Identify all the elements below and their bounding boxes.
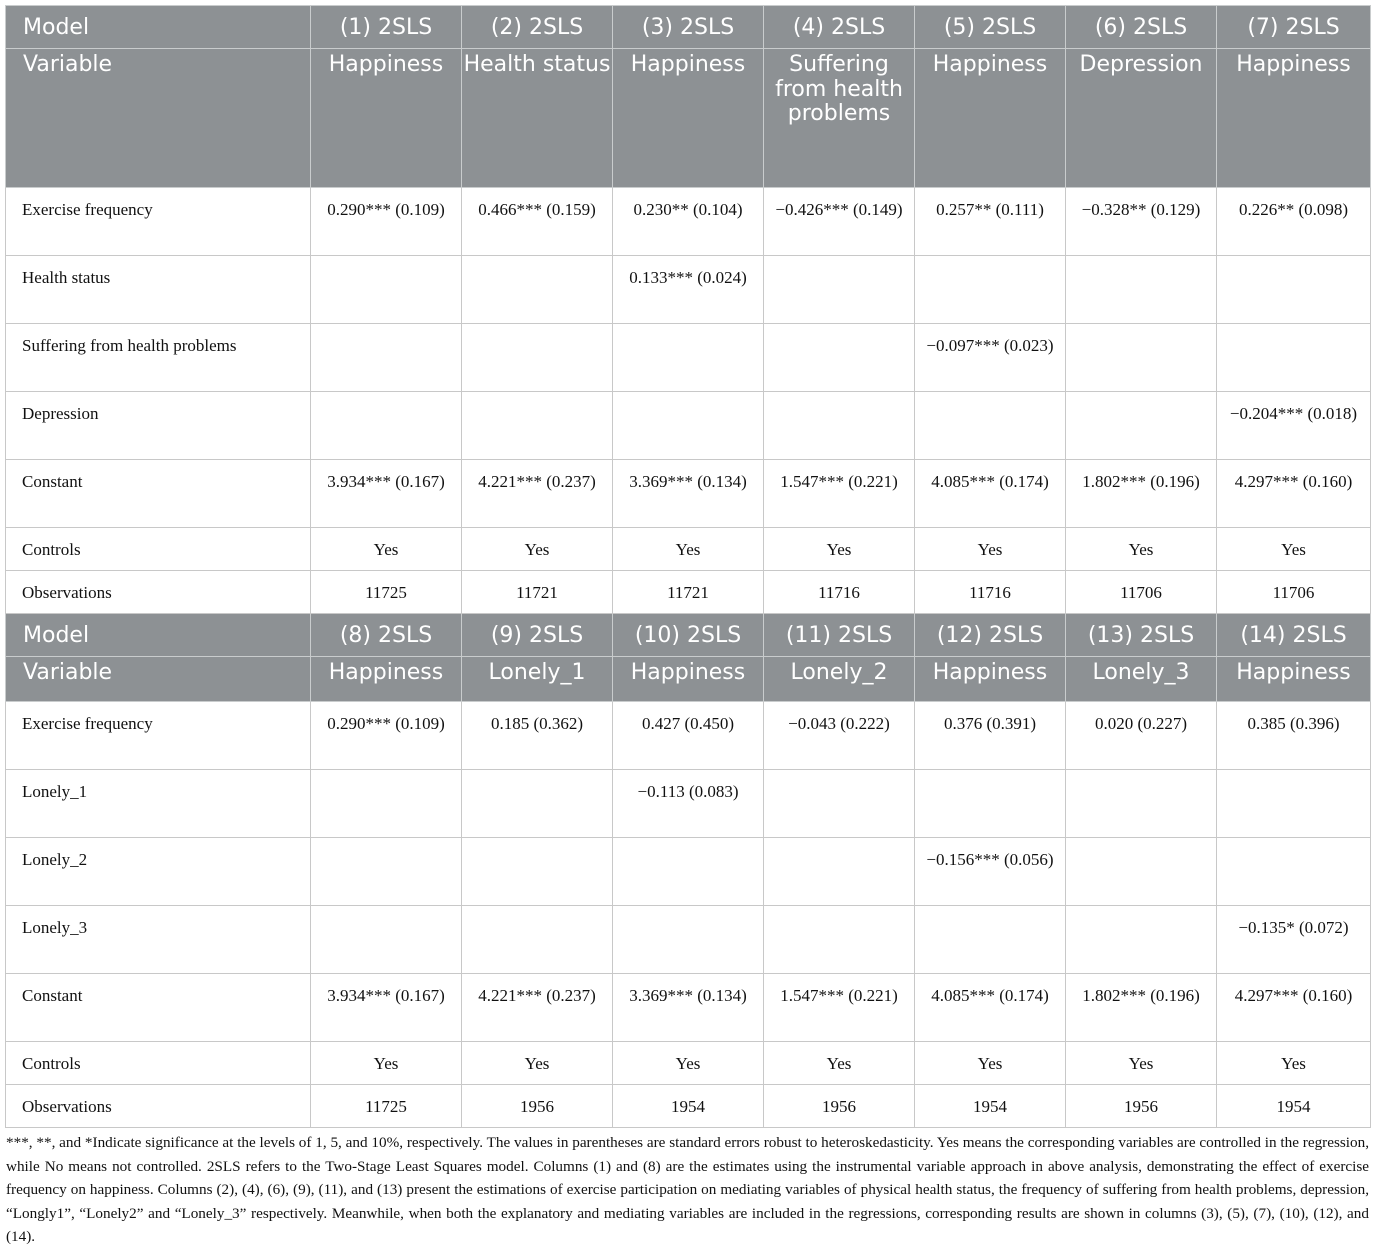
table-footnote: ***, **, and *Indicate significance at the levels of 1, 5, and 10%, respectively. The values in parentheses are standard errors robust to heteroskedasticity. Yes means the corresponding variables are controlled in the regression, while No means not controlled. 2SLS refers to the Two-Stage Least Squares model. Columns (1) and (8) are the estimates using the instrumental variable approach in above analysis, demonstrating the effect of exercise frequency on happiness. Columns (2), (4), (6), (9), (11), and (13) present the estimations of exercise participation on mediating variables of physical health status, the frequency of suffering from health problems, depression, “Longly1”, “Lonely2” and “Lonely_3” respectively. Meanwhile, when both the explanatory and mediating variables are included in the regressions, corresponding results are shown in columns (3), (5), (7), (10), (12), and (14). [6,1134,1369,1245]
table-cell [764,256,915,324]
table-cell: 3.934*** (0.167) [311,460,462,528]
table-cell [311,392,462,460]
table-cell [462,256,613,324]
table-row [6,838,1371,906]
variable-header-label: Variable [6,49,311,188]
table-cell [764,838,915,906]
row-label: Observations [6,1085,311,1128]
table-row [6,571,1371,614]
table-cell [1066,770,1217,838]
table-cell [311,770,462,838]
table-row [6,324,1371,392]
table-cell [1066,256,1217,324]
row-label: Controls [6,528,311,571]
table-cell [1217,838,1371,906]
table-cell [915,256,1066,324]
table-cell: −0.097*** (0.023) [915,324,1066,392]
table-cell: 3.369*** (0.134) [613,460,764,528]
table-cell [1217,770,1371,838]
table-row [6,702,1371,770]
model-column-header: (13) 2SLS [1066,614,1217,657]
model-column-header: (4) 2SLS [764,6,915,49]
table-cell: −0.135* (0.072) [1217,906,1371,974]
table-cell: 4.221*** (0.237) [462,460,613,528]
table-row [6,460,1371,528]
table-cell: 11716 [915,571,1066,614]
dependent-variable-header: Happiness [311,657,462,702]
table-cell [462,838,613,906]
model-column-header: (8) 2SLS [311,614,462,657]
row-label: Lonely_2 [6,838,311,906]
table-cell [764,392,915,460]
model-column-header: (10) 2SLS [613,614,764,657]
regression-table-body [6,6,1371,1128]
table-cell [311,838,462,906]
table-cell: 0.466*** (0.159) [462,188,613,256]
table-cell: −0.426*** (0.149) [764,188,915,256]
table-cell: Yes [311,528,462,571]
dependent-variable-header: Suffering from health problems [764,49,915,188]
dependent-variable-header: Happiness [1217,49,1371,188]
model-column-header: (3) 2SLS [613,6,764,49]
table-cell [462,770,613,838]
row-label: Exercise frequency [6,702,311,770]
table-cell [613,392,764,460]
table-cell: 1.547*** (0.221) [764,460,915,528]
table-row [6,528,1371,571]
table-cell: 1954 [613,1085,764,1128]
table-cell: 0.020 (0.227) [1066,702,1217,770]
table-cell: Yes [915,1042,1066,1085]
variable-header-row [6,657,1371,702]
table-cell: 1956 [462,1085,613,1128]
table-cell: 0.226** (0.098) [1217,188,1371,256]
model-column-header: (7) 2SLS [1217,6,1371,49]
table-cell [764,906,915,974]
regression-results-page [5,5,1370,1249]
model-column-header: (5) 2SLS [915,6,1066,49]
dependent-variable-header: Lonely_2 [764,657,915,702]
model-header-label: Model [6,614,311,657]
model-header-row [6,614,1371,657]
row-label: Constant [6,974,311,1042]
table-cell: Yes [764,528,915,571]
table-cell: 1.802*** (0.196) [1066,460,1217,528]
table-cell: 11721 [613,571,764,614]
model-header-label: Model [6,6,311,49]
variable-header-row [6,49,1371,188]
row-label: Constant [6,460,311,528]
dependent-variable-header: Happiness [311,49,462,188]
table-cell: 4.221*** (0.237) [462,974,613,1042]
table-cell: Yes [311,1042,462,1085]
table-cell [915,392,1066,460]
table-cell [764,770,915,838]
table-cell [311,256,462,324]
table-row [6,392,1371,460]
table-cell [613,324,764,392]
row-label: Health status [6,256,311,324]
dependent-variable-header: Lonely_1 [462,657,613,702]
row-label: Exercise frequency [6,188,311,256]
table-cell: 11725 [311,1085,462,1128]
dependent-variable-header: Happiness [915,49,1066,188]
row-label: Observations [6,571,311,614]
table-cell: 4.085*** (0.174) [915,460,1066,528]
table-cell: 0.257** (0.111) [915,188,1066,256]
table-cell [462,324,613,392]
dependent-variable-header: Lonely_3 [1066,657,1217,702]
table-cell: Yes [915,528,1066,571]
table-cell: Yes [764,1042,915,1085]
dependent-variable-header: Health status [462,49,613,188]
table-row [6,974,1371,1042]
table-cell: 0.230** (0.104) [613,188,764,256]
model-column-header: (1) 2SLS [311,6,462,49]
table-cell: 4.297*** (0.160) [1217,974,1371,1042]
table-cell: 3.934*** (0.167) [311,974,462,1042]
table-cell [462,906,613,974]
table-cell: Yes [462,528,613,571]
table-cell: −0.113 (0.083) [613,770,764,838]
table-cell: 1954 [1217,1085,1371,1128]
table-cell: 11725 [311,571,462,614]
table-cell: Yes [1217,528,1371,571]
dependent-variable-header: Happiness [915,657,1066,702]
model-column-header: (11) 2SLS [764,614,915,657]
row-label: Controls [6,1042,311,1085]
model-column-header: (2) 2SLS [462,6,613,49]
row-label: Suffering from health problems [6,324,311,392]
table-row [6,906,1371,974]
dependent-variable-header: Happiness [1217,657,1371,702]
table-cell: Yes [1217,1042,1371,1085]
table-cell: 0.376 (0.391) [915,702,1066,770]
table-cell: 4.085*** (0.174) [915,974,1066,1042]
table-cell [613,838,764,906]
table-cell: 0.185 (0.362) [462,702,613,770]
dependent-variable-header: Depression [1066,49,1217,188]
table-cell [1066,392,1217,460]
table-cell [915,770,1066,838]
row-label: Lonely_3 [6,906,311,974]
table-cell: Yes [462,1042,613,1085]
table-cell: 11706 [1066,571,1217,614]
table-row [6,1085,1371,1128]
table-cell: 11716 [764,571,915,614]
table-cell: 1.547*** (0.221) [764,974,915,1042]
table-cell: 0.385 (0.396) [1217,702,1371,770]
table-cell: 0.133*** (0.024) [613,256,764,324]
table-cell [1066,838,1217,906]
table-cell: Yes [613,1042,764,1085]
dependent-variable-header: Happiness [613,49,764,188]
table-cell [1217,324,1371,392]
table-cell: 0.427 (0.450) [613,702,764,770]
table-cell: 0.290*** (0.109) [311,188,462,256]
model-column-header: (12) 2SLS [915,614,1066,657]
table-cell: Yes [613,528,764,571]
table-cell: −0.156*** (0.056) [915,838,1066,906]
variable-header-label: Variable [6,657,311,702]
table-cell [1066,906,1217,974]
table-cell: 3.369*** (0.134) [613,974,764,1042]
table-cell: Yes [1066,528,1217,571]
table-cell: 1956 [764,1085,915,1128]
row-label: Depression [6,392,311,460]
model-header-row [6,6,1371,49]
table-row [6,1042,1371,1085]
row-label: Lonely_1 [6,770,311,838]
table-cell: 1954 [915,1085,1066,1128]
table-cell [764,324,915,392]
table-cell: −0.043 (0.222) [764,702,915,770]
table-cell: −0.204*** (0.018) [1217,392,1371,460]
model-column-header: (6) 2SLS [1066,6,1217,49]
table-cell: 1956 [1066,1085,1217,1128]
model-column-header: (14) 2SLS [1217,614,1371,657]
table-cell: 1.802*** (0.196) [1066,974,1217,1042]
table-cell: −0.328** (0.129) [1066,188,1217,256]
table-cell: Yes [1066,1042,1217,1085]
table-cell: 11706 [1217,571,1371,614]
table-cell: 11721 [462,571,613,614]
table-cell [915,906,1066,974]
table-cell [1217,256,1371,324]
dependent-variable-header: Happiness [613,657,764,702]
model-column-header: (9) 2SLS [462,614,613,657]
table-row [6,256,1371,324]
regression-table [5,5,1371,1128]
table-cell [311,324,462,392]
table-cell [311,906,462,974]
table-cell [462,392,613,460]
table-row [6,188,1371,256]
table-cell: 4.297*** (0.160) [1217,460,1371,528]
table-row [6,770,1371,838]
table-cell [613,906,764,974]
table-cell [1066,324,1217,392]
table-cell: 0.290*** (0.109) [311,702,462,770]
